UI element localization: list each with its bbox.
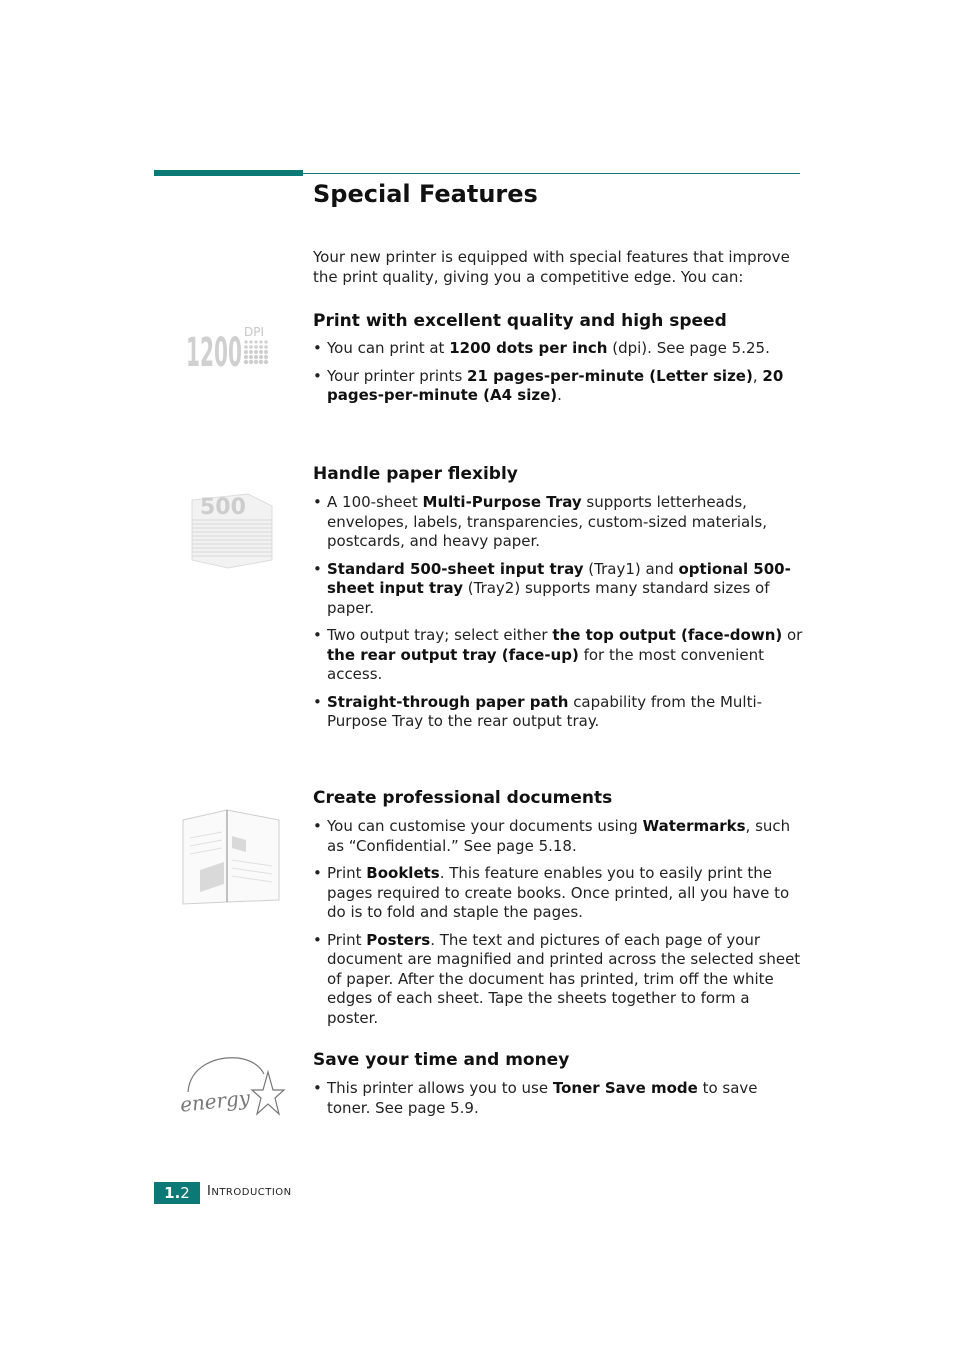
list-item xyxy=(313,1079,805,1118)
bullet-dot: • xyxy=(313,366,322,385)
text-run: A 100-sheet xyxy=(327,493,423,511)
paper-stack-500-icon xyxy=(188,490,276,570)
text-run: Your printer prints xyxy=(327,366,468,385)
dpi-1200-icon xyxy=(184,322,276,372)
list-item xyxy=(313,693,805,732)
section-heading-save: Save your time and money xyxy=(313,1050,570,1070)
bullet-dot: • xyxy=(313,930,322,949)
page-number: 2 xyxy=(180,1184,190,1202)
text-run: , such as “Confidential.” See page 5.18. xyxy=(327,817,791,855)
list-item xyxy=(313,864,805,923)
bold-text: 1200 dots per inch xyxy=(449,339,608,357)
text-run: . This feature enables you to easily print the pages required to create books. Once printed, all you have to do is to fold and staple the pages. xyxy=(327,864,790,921)
intro-paragraph: Your new printer is equipped with special features that improve the print quality, giving you a competitive edge. You can: xyxy=(313,248,790,286)
text-run: You can customise your documents using xyxy=(327,817,643,835)
list-item xyxy=(313,626,805,685)
dpi-number: 1200 xyxy=(186,330,242,372)
bullet-list-documents xyxy=(313,817,805,1036)
text-run: This printer allows you to use xyxy=(327,1079,553,1097)
bullet-dot: • xyxy=(313,626,322,644)
energy-logo-text: energy xyxy=(178,1085,252,1117)
bullet-list-quality xyxy=(313,339,805,414)
text-run: Print xyxy=(327,864,367,882)
bold-text: Straight-through paper path xyxy=(327,692,569,711)
bullet-dot: • xyxy=(313,493,322,511)
text-run: Two output tray; select either xyxy=(327,626,553,644)
list-item xyxy=(313,817,805,856)
text-run: . xyxy=(557,386,562,404)
bullet-dot: • xyxy=(313,339,322,357)
section-heading-paper: Handle paper flexibly xyxy=(313,464,518,484)
text-run: (Tray1) and xyxy=(583,559,679,578)
bullet-dot: • xyxy=(313,817,322,835)
bold-text: Standard 500-sheet input tray xyxy=(327,559,584,578)
text-run: capability from the Multi-Purpose Tray to the rear output tray. xyxy=(327,692,763,730)
text-run: (dpi). See page 5.25. xyxy=(607,339,770,357)
section-heading-documents: Create professional documents xyxy=(313,788,613,808)
text-run: . The text and pictures of each page of your document are magnified and printed across the selected sheet of paper. After the document has printed, trim off the white edges of each sheet. Tape the sheets together to form a poster. xyxy=(327,930,801,1027)
chapter-initial: I xyxy=(207,1184,212,1199)
bullet-dot: • xyxy=(313,559,322,578)
text-run: Print xyxy=(327,930,367,949)
booklet-icon xyxy=(180,808,282,908)
list-item xyxy=(313,560,805,619)
bold-text: the rear output tray (face-up) xyxy=(327,645,579,664)
bold-text: 21 pages-per-minute (Letter size) xyxy=(467,366,753,385)
text-run: , xyxy=(752,366,763,385)
text-run: (Tray2) supports many standard sizes of paper. xyxy=(327,579,770,617)
text-run: supports letterheads, envelopes, labels, transparencies, custom-sized materials, postcards, and heavy paper. xyxy=(327,493,767,550)
bold-text: Posters xyxy=(366,930,431,949)
page-title: Special Features xyxy=(313,180,538,208)
list-item xyxy=(313,339,805,359)
bullet-dot: • xyxy=(313,692,322,711)
bold-text: optional 500-sheet input tray xyxy=(327,559,791,597)
list-item xyxy=(313,931,805,1029)
bold-text: Watermarks xyxy=(642,817,746,835)
text-run: for the most convenient access. xyxy=(327,645,764,683)
chapter-number: 1. xyxy=(164,1184,181,1202)
paper-stack-number: 500 xyxy=(200,495,246,520)
header-rule-thick xyxy=(154,170,303,176)
bold-text: the top output (face-down) xyxy=(552,626,783,644)
bold-text: Toner Save mode xyxy=(552,1079,698,1097)
header-rule-thin xyxy=(303,173,800,174)
bullet-list-save xyxy=(313,1079,805,1126)
bold-text: 20 pages-per-minute (A4 size) xyxy=(327,366,784,404)
text-run: or xyxy=(782,626,803,644)
section-heading-quality: Print with excellent quality and high speed xyxy=(313,311,727,331)
chapter-rest: NTRODUCTION xyxy=(211,1187,292,1198)
bold-text: Booklets xyxy=(366,864,440,882)
energy-star-icon xyxy=(176,1052,286,1118)
bullet-dot: • xyxy=(313,864,322,882)
list-item xyxy=(313,367,805,406)
text-run: You can print at xyxy=(327,339,450,357)
text-run: to save toner. See page 5.9. xyxy=(327,1079,758,1117)
bullet-list-paper xyxy=(313,493,805,740)
bold-text: Multi-Purpose Tray xyxy=(422,493,582,511)
list-item xyxy=(313,493,805,552)
bullet-dot: • xyxy=(313,1079,322,1097)
page-number-badge xyxy=(154,1182,200,1204)
chapter-name xyxy=(207,1184,292,1199)
dpi-unit: DPI xyxy=(244,325,265,339)
